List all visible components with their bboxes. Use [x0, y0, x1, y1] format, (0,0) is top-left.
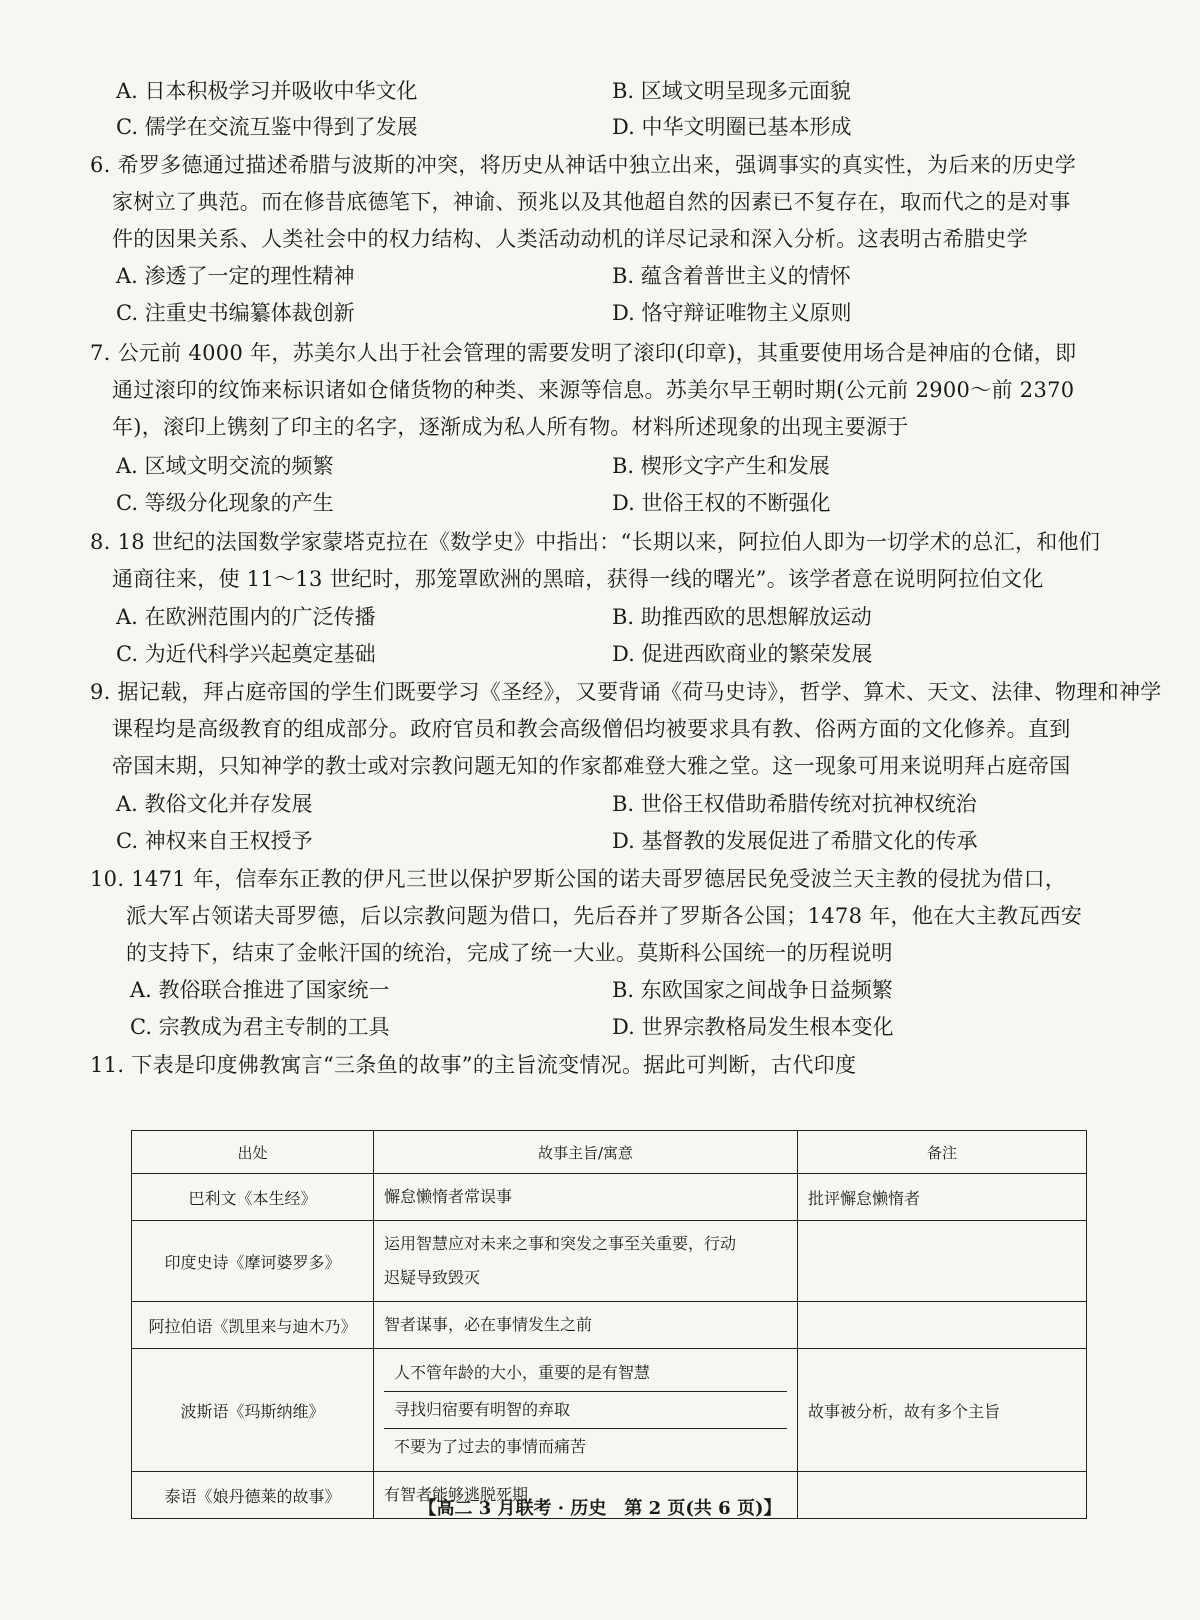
theme-line: 迟疑导致毁灭 [384, 1268, 481, 1287]
cell-theme: 智者谋事，必在事情发生之前 [374, 1302, 798, 1349]
q9-stem-line: 帝国末期，只知神学的教士或对宗教问题无知的作家都难登大雅之堂。这一现象可用来说明拜占庭帝国 [112, 754, 1071, 778]
cell-note: 批评懈怠懒惰者 [798, 1174, 1087, 1221]
q5-option-c: C. 儒学在交流互鉴中得到了发展 [116, 115, 418, 139]
fable-table [131, 1130, 1087, 1519]
header-theme: 故事主旨/寓意 [374, 1131, 798, 1174]
header-note: 备注 [798, 1131, 1087, 1174]
cell-source: 巴利文《本生经》 [132, 1174, 374, 1221]
q11-stem: 11. 下表是印度佛教寓言“三条鱼的故事”的主旨流变情况。据此可判断，古代印度 [90, 1053, 857, 1077]
q6-option-b: B. 蕴含着普世主义的情怀 [612, 264, 851, 288]
header-source: 出处 [132, 1131, 374, 1174]
q9-option-b: B. 世俗王权借助希腊传统对抗神权统治 [612, 792, 977, 816]
q7-stem-line: 通过滚印的纹饰来标识诸如仓储货物的种类、来源等信息。苏美尔早王朝时期(公元前 2900～前 2370 [112, 378, 1075, 402]
q10-option-c: C. 宗教成为君主专制的工具 [130, 1015, 390, 1039]
q7-option-d: D. 世俗王权的不断强化 [612, 491, 831, 515]
table-row [132, 1302, 1087, 1349]
theme-line: 寻找归宿要有明智的弃取 [384, 1392, 787, 1429]
q5-option-b: B. 区域文明呈现多元面貌 [612, 79, 851, 103]
q10-stem-line: 10. 1471 年，信奉东正教的伊凡三世以保护罗斯公国的诺夫哥罗德居民免受波兰天主教的侵扰为借口， [90, 867, 1067, 891]
cell-theme: 懈怠懒惰者常误事 [374, 1174, 798, 1221]
q8-option-c: C. 为近代科学兴起奠定基础 [116, 642, 376, 666]
q10-stem-line: 的支持下，结束了金帐汗国的统治，完成了统一大业。莫斯科公国统一的历程说明 [126, 941, 893, 965]
q9-stem-line: 9. 据记载，拜占庭帝国的学生们既要学习《圣经》，又要背诵《荷马史诗》，哲学、算术、天文、法律、物理和神学 [90, 680, 1162, 704]
q10-option-d: D. 世界宗教格局发生根本变化 [612, 1015, 894, 1039]
q5-option-d: D. 中华文明圈已基本形成 [612, 115, 852, 139]
q9-option-a: A. 教俗文化并存发展 [116, 792, 313, 816]
cell-source: 印度史诗《摩诃婆罗多》 [132, 1221, 374, 1302]
q6-stem-line: 6. 希罗多德通过描述希腊与波斯的冲突，将历史从神话中独立出来，强调事实的真实性，为后来的历史学 [90, 153, 1077, 177]
q10-stem-line: 派大军占领诺夫哥罗德，后以宗教问题为借口，先后吞并了罗斯各公国；1478 年，他在大主教瓦西安 [126, 904, 1083, 928]
cell-source: 泰语《娘丹德莱的故事》 [132, 1472, 374, 1519]
q9-option-d: D. 基督教的发展促进了希腊文化的传承 [612, 829, 978, 853]
q7-option-c: C. 等级分化现象的产生 [116, 491, 334, 515]
q10-option-b: B. 东欧国家之间战争日益频繁 [612, 978, 893, 1002]
q7-option-b: B. 楔形文字产生和发展 [612, 454, 830, 478]
cell-source: 阿拉伯语《凯里来与迪木乃》 [132, 1302, 374, 1349]
table-row [132, 1349, 1087, 1472]
q6-option-d: D. 恪守辩证唯物主义原则 [612, 301, 852, 325]
q8-stem-line: 通商往来，使 11～13 世纪时，那笼罩欧洲的黑暗，获得一线的曙光”。该学者意在说明阿拉伯文化 [112, 567, 1044, 591]
q7-option-a: A. 区域文明交流的频繁 [116, 454, 334, 478]
theme-line: 不要为了过去的事情而痛苦 [394, 1437, 587, 1456]
page-footer: 【高二 3 月联考 · 历史 第 2 页(共 6 页)】 [418, 1498, 782, 1519]
q8-option-d: D. 促进西欧商业的繁荣发展 [612, 642, 873, 666]
cell-theme: 有智者能够逃脱死期 [374, 1472, 798, 1519]
q10-option-a: A. 教俗联合推进了国家统一 [130, 978, 390, 1002]
q7-stem-line: 年)，滚印上镌刻了印主的名字，逐渐成为私人所有物。材料所述现象的出现主要源于 [112, 415, 909, 439]
q6-stem-line: 件的因果关系、人类社会中的权力结构、人类活动动机的详尽记录和深入分析。这表明古希腊史学 [112, 227, 1028, 251]
q9-option-c: C. 神权来自王权授予 [116, 829, 313, 853]
table-row [132, 1221, 1087, 1302]
q8-option-b: B. 助推西欧的思想解放运动 [612, 605, 872, 629]
theme-line: 人不管年龄的大小，重要的是有智慧 [384, 1355, 787, 1392]
table-header-row [132, 1131, 1087, 1174]
q9-stem-line: 课程均是高级教育的组成部分。政府官员和教会高级僧侣均被要求具有教、俗两方面的文化修养。直到 [112, 717, 1071, 741]
q7-stem-line: 7. 公元前 4000 年，苏美尔人出于社会管理的需要发明了滚印(印章)，其重要使用场合是神庙的仓储，即 [90, 341, 1077, 365]
theme-line: 运用智慧应对未来之事和突发之事至关重要，行动 [384, 1234, 737, 1253]
cell-theme [374, 1221, 798, 1302]
q6-option-c: C. 注重史书编纂体裁创新 [116, 301, 355, 325]
cell-source: 波斯语《玛斯纳维》 [132, 1349, 374, 1472]
cell-note [798, 1221, 1087, 1302]
cell-note: 故事被分析，故有多个主旨 [798, 1349, 1087, 1472]
cell-theme-group [374, 1349, 798, 1472]
q8-option-a: A. 在欧洲范围内的广泛传播 [116, 605, 376, 629]
q5-option-a: A. 日本积极学习并吸收中华文化 [116, 79, 418, 103]
q6-option-a: A. 渗透了一定的理性精神 [116, 264, 355, 288]
q6-stem-line: 家树立了典范。而在修昔底德笔下，神谕、预兆以及其他超自然的因素已不复存在，取而代之的是对事 [112, 190, 1071, 214]
cell-note [798, 1302, 1087, 1349]
table-row [132, 1174, 1087, 1221]
q8-stem-line: 8. 18 世纪的法国数学家蒙塔克拉在《数学史》中指出：“长期以来，阿拉伯人即为一切学术的总汇，和他们 [90, 530, 1101, 554]
